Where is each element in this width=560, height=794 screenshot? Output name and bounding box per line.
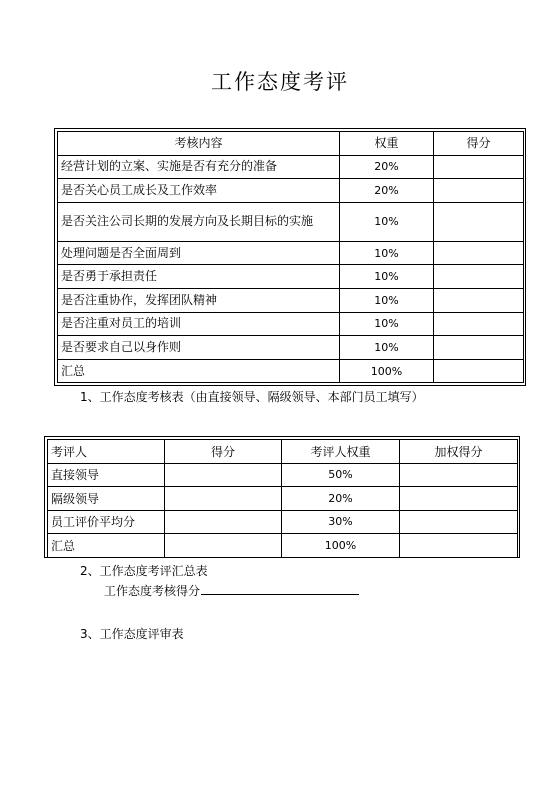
weight-cell: 20% xyxy=(282,487,400,511)
header-weight: 权重 xyxy=(340,132,434,156)
score-cell[interactable] xyxy=(434,155,524,179)
weighted-cell[interactable] xyxy=(400,510,518,534)
weight-cell: 20% xyxy=(340,155,434,179)
score-cell[interactable] xyxy=(165,534,282,558)
score-cell[interactable] xyxy=(434,241,524,265)
rater-cell: 员工评价平均分 xyxy=(48,510,165,534)
weight-cell: 10% xyxy=(340,265,434,289)
score-field xyxy=(104,582,359,599)
score-label: 工作态度考核得分 xyxy=(104,584,201,598)
table2-caption: 2、工作态度考评汇总表 xyxy=(80,564,208,578)
table-row xyxy=(58,179,524,203)
score-cell[interactable] xyxy=(165,510,282,534)
score-cell[interactable] xyxy=(434,179,524,203)
rater-cell: 直接领导 xyxy=(48,463,165,487)
header-weighted-score: 加权得分 xyxy=(400,440,518,464)
score-cell[interactable] xyxy=(434,312,524,336)
score-cell[interactable] xyxy=(434,336,524,360)
weight-cell: 30% xyxy=(282,510,400,534)
rater-cell: 汇总 xyxy=(48,534,165,558)
weight-cell: 10% xyxy=(340,336,434,360)
table-row xyxy=(58,336,524,360)
weight-cell: 100% xyxy=(282,534,400,558)
table-row xyxy=(48,463,518,487)
assessment-table-frame xyxy=(54,128,526,386)
weight-cell: 10% xyxy=(340,312,434,336)
weight-cell: 100% xyxy=(340,359,434,383)
header-score: 得分 xyxy=(165,440,282,464)
weight-cell: 10% xyxy=(340,288,434,312)
table-row xyxy=(58,265,524,289)
header-content: 考核内容 xyxy=(58,132,340,156)
assessment-table xyxy=(57,131,524,383)
page-title: 工作态度考评 xyxy=(211,70,349,94)
score-blank-line[interactable] xyxy=(201,582,359,595)
table-row-total xyxy=(58,359,524,383)
table-row xyxy=(58,288,524,312)
weight-cell: 10% xyxy=(340,202,434,241)
item-cell: 是否关注公司长期的发展方向及长期目标的实施 xyxy=(58,202,340,241)
summary-table xyxy=(47,439,518,558)
item-cell: 是否要求自己以身作则 xyxy=(58,336,340,360)
header-rater-weight: 考评人权重 xyxy=(282,440,400,464)
weight-cell: 50% xyxy=(282,463,400,487)
table1-caption: 1、工作态度考核表（由直接领导、隔级领导、本部门员工填写） xyxy=(80,390,424,404)
score-cell[interactable] xyxy=(165,487,282,511)
score-cell[interactable] xyxy=(434,288,524,312)
weighted-cell[interactable] xyxy=(400,463,518,487)
item-cell: 汇总 xyxy=(58,359,340,383)
header-rater: 考评人 xyxy=(48,440,165,464)
weight-cell: 20% xyxy=(340,179,434,203)
summary-table-frame xyxy=(44,436,520,558)
score-cell[interactable] xyxy=(434,202,524,241)
item-cell: 是否勇于承担责任 xyxy=(58,265,340,289)
score-cell[interactable] xyxy=(434,359,524,383)
weighted-cell[interactable] xyxy=(400,534,518,558)
table-header-row xyxy=(48,440,518,464)
table-row xyxy=(48,487,518,511)
section3-heading: 3、工作态度评审表 xyxy=(80,627,184,641)
weight-cell: 10% xyxy=(340,241,434,265)
item-cell: 是否关心员工成长及工作效率 xyxy=(58,179,340,203)
table-row xyxy=(58,241,524,265)
table-row xyxy=(58,312,524,336)
item-cell: 是否注重对员工的培训 xyxy=(58,312,340,336)
header-score: 得分 xyxy=(434,132,524,156)
score-cell[interactable] xyxy=(434,265,524,289)
table-row xyxy=(58,155,524,179)
score-cell[interactable] xyxy=(165,463,282,487)
table-row xyxy=(58,202,524,241)
table-row-total xyxy=(48,534,518,558)
item-cell: 处理问题是否全面周到 xyxy=(58,241,340,265)
table-header-row xyxy=(58,132,524,156)
table-row xyxy=(48,510,518,534)
item-cell: 是否注重协作，发挥团队精神 xyxy=(58,288,340,312)
weighted-cell[interactable] xyxy=(400,487,518,511)
rater-cell: 隔级领导 xyxy=(48,487,165,511)
item-cell: 经营计划的立案、实施是否有充分的准备 xyxy=(58,155,340,179)
